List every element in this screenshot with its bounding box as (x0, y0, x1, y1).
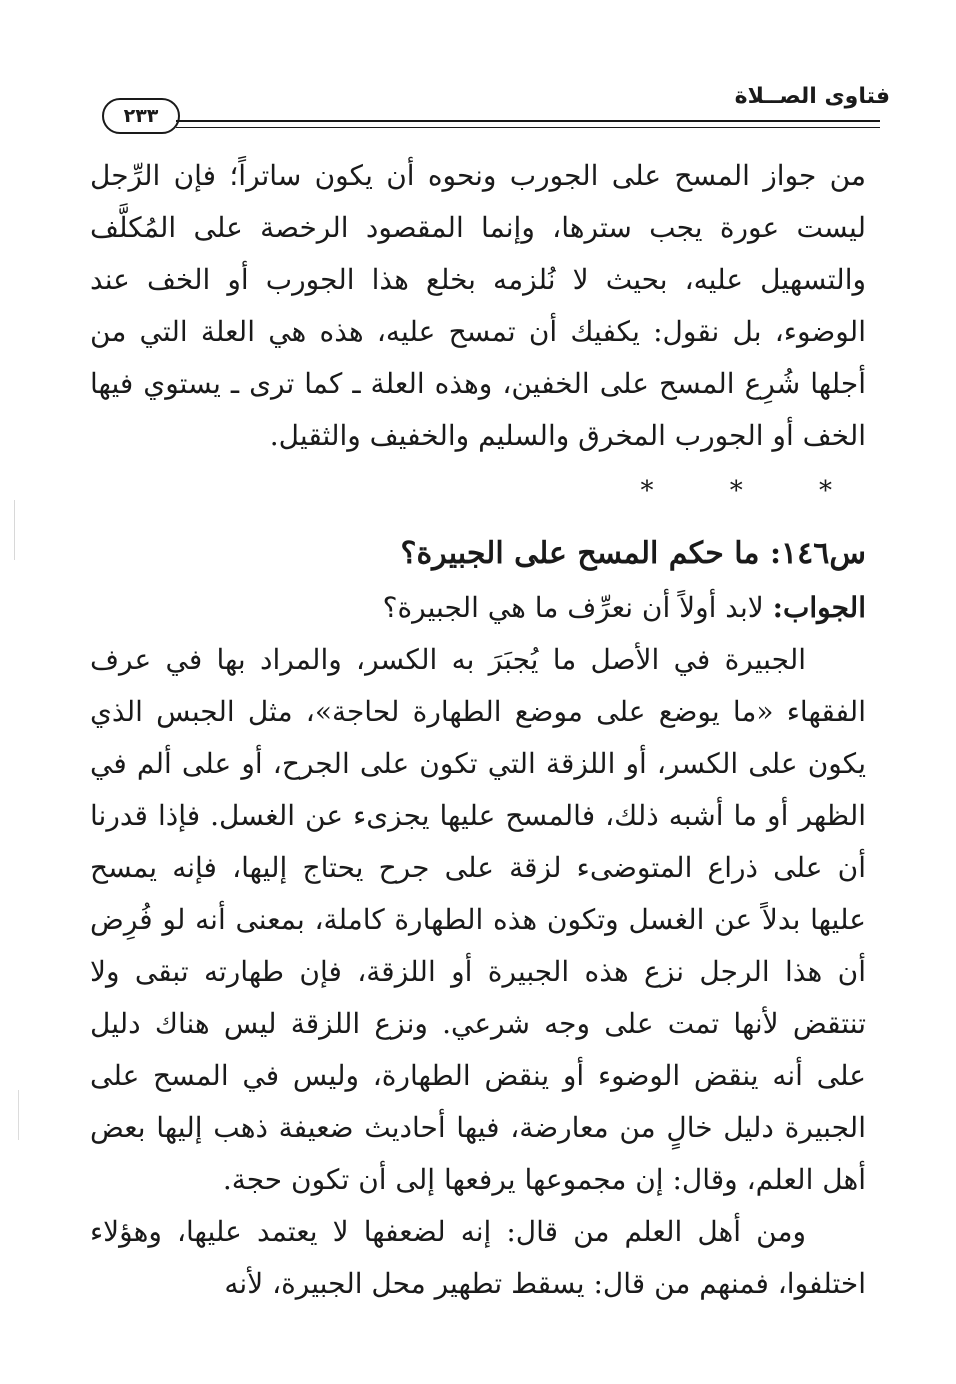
answer-label: الجواب: (772, 591, 866, 624)
paragraph-2: الجبيرة في الأصل ما يُجبَرَ به الكسر، والمراد بها في عرف الفقهاء «ما يوضع على موضع الطهارة لحاجة»، مثل الجبس الذي يكون على الكسر، أو اللزقة التي تكون على الجرح، أو على ألم في الظهر أو ما أشبه ذلك، فالمسح عليها يجزىء عن الغسل. فإذا قدرنا أن على ذراع المتوضىء لزقة على جرح يحتاج إليها، فإنه يمسح عليها بدلاً عن الغسل وتكون هذه الطهارة كاملة، بمعنى أنه لو فُرِض أن هذا الرجل نزع هذه الجبيرة أو اللزقة، فإن طهارته تبقى ولا تنتقض لأنها تمت على وجه شرعي. ونزع اللزقة ليس هناك دليل على أنه ينقض الوضوء أو ينقض الطهارة، وليس في المسح على الجبيرة دليل خالٍ من معارضة، فيها أحاديث ضعيفة ذهب إليها بعض أهل العلم، وقال: إن مجموعها يرفعها إلى أن تكون حجة. (90, 643, 866, 1196)
section-separator: * * * (640, 476, 866, 506)
paragraph-3: ومن أهل العلم من قال: إنه لضعفها لا يعتمد عليها، وهؤلاء اختلفوا، فمنهم من قال: يسقط تطهير محل الجبيرة، لأنه (90, 1215, 866, 1300)
scan-artifact (14, 500, 15, 560)
header-rule-thin (176, 127, 880, 128)
body-text (90, 150, 866, 1310)
question-heading: س١٤٦: ما حكم المسح على الجبيرة؟ (400, 536, 866, 571)
page-number: ٢٣٣ (102, 98, 180, 134)
running-title: فتاوى الصــلاة (734, 84, 890, 109)
header-rule (176, 120, 880, 122)
answer-intro-line (90, 582, 866, 634)
scan-artifact (18, 1090, 19, 1140)
paragraph-1: من جواز المسح على الجورب ونحوه أن يكون ساتراً؛ فإن الرِّجل ليست عورة يجب سترها، وإنما المقصود الرخصة على المُكلَّف والتسهيل عليه، بحيث لا نُلزمه بخلع هذا الجورب أو الخف عند الوضوء، بل نقول: يكفيك أن تمسح عليه، هذه هي العلة التي من أجلها شُرِع المسح على الخفين، وهذه العلة ـ كما ترى ـ يستوي فيها الخف أو الجورب المخرق والسليم والخفيف والثقيل. (90, 159, 866, 452)
answer-intro: لابد أولاً أن نعرِّف ما هي الجبيرة؟ (382, 591, 773, 624)
